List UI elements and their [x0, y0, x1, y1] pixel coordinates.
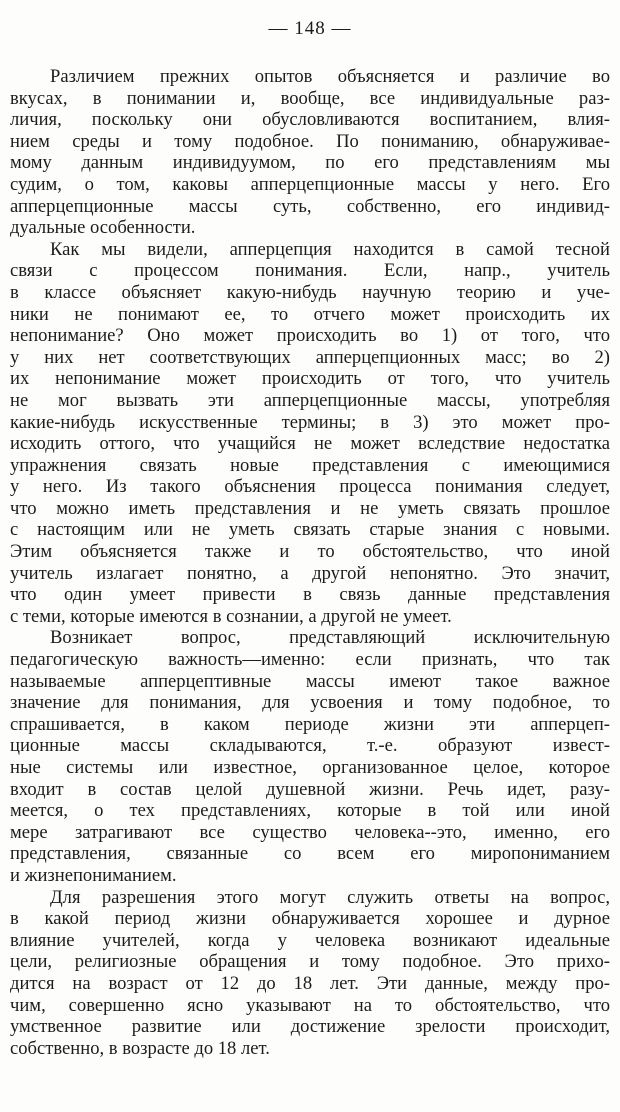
- text-line: апперцепционные массы суть, собственно, его индивид-: [10, 195, 610, 217]
- paragraph: [10, 239, 610, 628]
- text-line: мому данным индивидуумом, по его представлениям мы: [10, 152, 610, 174]
- text-line: спрашивается, в каком периоде жизни эти апперцеп-: [10, 713, 610, 735]
- text-line: влияние учителей, когда у человека возникают идеальные: [10, 929, 610, 951]
- text-line: в какой период жизни обнаруживается хорошее и дурное: [10, 908, 610, 930]
- text-line: и жизнепониманием.: [10, 864, 177, 886]
- text-line: дуальные особенности.: [10, 217, 196, 239]
- text-line: Этим объясняется также и то обстоятельство, что иной: [10, 541, 610, 563]
- text-line: с настоящим или не уметь связать старые знания с новыми.: [10, 519, 610, 541]
- text-line: нием среды и тому подобное. По пониманию, обнаруживае-: [10, 130, 610, 152]
- text-line: ционные массы складываются, т.-е. образуют извест-: [10, 735, 610, 757]
- text-line: связи с процессом понимания. Если, напр., учитель: [10, 260, 610, 282]
- text-line: входит в состав целой душевной жизни. Речь идет, разу-: [10, 778, 610, 800]
- text-line: чим, совершенно ясно указывают на то обстоятельство, что: [10, 994, 610, 1016]
- text-line: не мог вызвать эти апперцепционные массы, употребляя: [10, 389, 610, 411]
- paragraph: [10, 627, 610, 886]
- text-line: представления, связанные со всем его миропониманием: [10, 843, 610, 865]
- text-line: цели, религиозные обращения и тому подобное. Это прихо-: [10, 951, 610, 973]
- body-text: [10, 66, 610, 1059]
- text-line: меется, о тех представлениях, которые в той или иной: [10, 800, 610, 822]
- page-number: — 148 —: [268, 18, 352, 39]
- text-line: вкусах, в понимании и, вообще, все индивидуальные раз-: [10, 87, 610, 109]
- text-line: Как мы видели, апперцепция находится в самой тесной: [50, 238, 610, 260]
- text-line: значение для понимания, для усвоения и тому подобное, то: [10, 692, 610, 714]
- text-line: судим, о том, каковы апперцепционные массы у него. Его: [10, 173, 610, 195]
- text-line: Для разрешения этого могут служить ответы на вопрос,: [50, 886, 610, 908]
- paragraph: [10, 887, 610, 1060]
- text-line: их непонимание может происходить от того, что учитель: [10, 368, 610, 390]
- text-line: называемые апперцептивные массы имеют такое важное: [10, 670, 610, 692]
- text-line: учитель излагает понятно, а другой непонятно. Это значит,: [10, 562, 610, 584]
- text-line: с теми, которые имеются в сознании, а другой не умеет.: [10, 605, 452, 627]
- text-line: упражнения связать новые представления с имеющимися: [10, 454, 610, 476]
- text-line: Различием прежних опытов объясняется и различие во: [50, 66, 610, 87]
- text-line: дится на возраст от 12 до 18 лет. Эти данные, между про-: [10, 972, 610, 994]
- text-line: личия, поскольку они обусловливаются воспитанием, влия-: [10, 109, 610, 131]
- text-line: педагогическую важность—именно: если признать, что так: [10, 649, 610, 671]
- text-line: ники не понимают ее, то отчего может происходить их: [10, 303, 610, 325]
- text-line: какие-нибудь искусственные термины; в 3) это может про-: [10, 411, 610, 433]
- text-line: что можно иметь представления и не уметь связать прошлое: [10, 497, 610, 519]
- text-line: исходить оттого, что учащийся не может вследствие недостатка: [10, 433, 610, 455]
- text-line: у них нет соответствующих апперцепционных масс; во 2): [10, 346, 610, 368]
- text-line: у него. Из такого объяснения процесса понимания следует,: [10, 476, 610, 498]
- text-line: умственное развитие или достижение зрелости происходит,: [10, 1016, 610, 1038]
- text-line: ные системы или известное, организованное целое, которое: [10, 757, 610, 778]
- text-line: мере затрагивают все существо человека--это, именно, его: [10, 821, 610, 843]
- text-line: в классе объясняет какую-нибудь научную теорию и уче-: [10, 281, 610, 303]
- text-line: собственно, в возрасте до 18 лет.: [10, 1037, 270, 1059]
- paragraph: [10, 66, 610, 239]
- text-line: непонимание? Оно может происходить во 1) от того, что: [10, 325, 610, 347]
- text-line: Возникает вопрос, представляющий исключительную: [50, 627, 610, 649]
- text-line: что один умеет привести в связь данные представления: [10, 584, 610, 606]
